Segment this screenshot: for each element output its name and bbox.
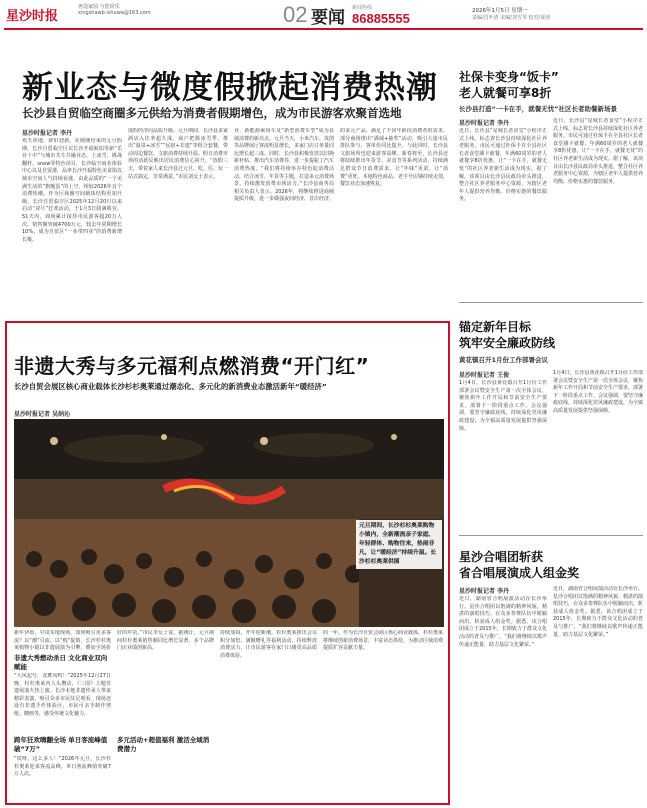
feature-subhead-3: 多元活动+超值福利 激活全域消费潜力 xyxy=(117,736,210,753)
header-slogan: 再造家园 与您同乐 xingshawb.ishuwa@163.com xyxy=(78,4,151,16)
header-rule xyxy=(4,28,643,30)
feature-column-3: 持续加码，开年迎新潮。杉杉奥莱推出会员积分加倍、满额赠礼等福利活动，持续释放消费活力，让市民游客在家门口感受高品质消费体验。 xyxy=(220,630,317,659)
right1-body-cont: 近日，长沙县“星城长者食堂”小程序正式上线，标志着长沙县持续深化社区养老服务。市民可通过社保卡在全县社区长者食堂刷卡就餐，年满60周岁的老人就餐享8折优惠，让“一卡在手，就餐无忧”的社区养老新生活成为现实。据了解，该项目由长沙县民政局牵头推进，整合社区养老服务中心资源，为辖区老年人提供营养均衡、价格实惠的餐饮服务。 xyxy=(553,118,643,185)
right2-subheadline: 黄花镇召开1月份工作部署会议 xyxy=(459,356,549,364)
feature-headline: 非遗大秀与多元福利点燃消费“开门红” xyxy=(14,354,370,378)
feature-subhead-2: 跨年狂欢嗨翻全场 单日客流峰值破“7万” xyxy=(14,736,108,753)
right1-byline: 星沙时报记者 李丹 xyxy=(459,120,510,127)
right3-body-cont: 近日，湖南省合唱展演活动在长沙举行。星沙合唱团以饱满的精神风貌、精湛的演唱技巧，在众多参赛队伍中脱颖而出，斩获成人组金奖。据悉，该合唱团成立于2015年，长期致力于群众文化活动的普及与推广，“我们将继续以歌声传递正能量，助力基层文化繁荣。” xyxy=(553,586,643,638)
right1-headline-2: 老人就餐可享8折 xyxy=(459,86,552,100)
lead-headline: 新业态与微度假掀起消费热潮 xyxy=(22,70,438,106)
lead-byline: 星沙时报记者 李丹 xyxy=(22,130,73,137)
right2-headline-2: 筑牢安全廉政防线 xyxy=(459,336,556,350)
right1-headline-1: 社保卡变身“饭卡” xyxy=(459,70,559,84)
right1-subheadline: 长沙县打造“一卡在手，就餐无忧”社区长者助餐新场景 xyxy=(459,105,618,113)
right3-byline: 星沙时报记者 李丹 xyxy=(459,588,510,595)
feature-column-1c: “哎呀，这么多人！”2026年元旦，长沙杉杉奥莱迎来客流高峰，单日客流峰值突破7万人次。 xyxy=(14,756,111,778)
right3-headline-1: 星沙合唱团斩获 xyxy=(459,550,544,564)
right2-headline-1: 锚定新年目标 xyxy=(459,320,532,334)
lead-subheadline: 长沙县自贸临空商圈多元供给为消费者假期增色，成为市民游客欢聚首选地 xyxy=(22,106,402,120)
divider xyxy=(459,535,643,536)
right3-headline-2: 省合唱展演成人组金奖 xyxy=(459,566,580,580)
right2-byline: 星沙时报记者 王俊 xyxy=(459,372,510,379)
feature-column-2: 好的年货。”市民李女士说。据统计，元旦期间杉杉奥莱销售额同比增长显著，多个品牌门店业绩创新高。 xyxy=(117,630,214,652)
feature-column-4: 的一年。作为长沙自贸会展区核心商业载体，杉杉奥莱将继续创新消费场景，丰富业态供给，为推动区域消费提质扩容贡献力量。 xyxy=(323,630,443,652)
hotline-number: 86885555 xyxy=(352,11,410,26)
lead-column-3: 业，新能源乘用车及“新型消费车型”成为县域消费的新亮点。元旦当天，小米汽车、岚图等品牌展厅客流明显增长，多家门店订单量同比增长超三成。同时，长沙县积极发放以旧换新补贴、推出汽车消费券，进一步提振了汽车消费热度。“我们将持续举办特色促消费活动，结合冰雪、年货等主题，打造多元消费场景，持续激发消费市场活力。”长沙县商务局相关负责人表示。2026年，将继续推进商圈提质升级，进一步做强夜间经济、首店经济。 xyxy=(234,128,334,203)
right2-body: 1月4日，长沙县黄花镇召开1月份工作部署会议暨安全生产第一次全体会议，聚焦新年工作开局和节前安全生产要求，部署下一阶段重点工作。会议强调，要坚守廉政底线，持续深化党风廉政建设，为全镇高质量发展提供坚强保障。 xyxy=(459,380,547,432)
right1-body: 近日，长沙县“星城长者食堂”小程序正式上线，标志着长沙县持续深化社区养老服务。市民可通过社保卡在全县社区长者食堂刷卡就餐，年满60周岁的老人就餐享8折优惠，让“一卡在手，就餐无忧”的社区养老新生活成为现实。据了解，该项目由长沙县民政局牵头推进，整合社区养老服务中心资源，为辖区老年人提供营养均衡、价格实惠的餐饮服务。 xyxy=(459,128,547,203)
page-number: 02 xyxy=(283,2,308,27)
lead-column-1: 欢天喜地，辞旧迎新。在刚刚结束的元旦假期，长沙自贸临空区以长沙开福航拍等新“乐业十中”与城市共生共融业态，上冰雪、挑战翻杆、snow等特色项目，长沙临空商业体验中心以及自贸港，品率长沙开福特色美食街以城市空间人气持续看涨，由此品质的“一个美满生活的”旗舰蛋”的上空，相较2026年首个消费热潮。作为区商圈空间载体结构更加升级，长沙自贸临空区2025年12月20日以来启动“双旦”狂欢活动，于1月3日圆满收官。51天内，商场累计接待市民游客超20万人次，销售额突破4700万元，较去年同期增长10%，成为自贸区“一业带四业”的消费新增长极。 xyxy=(22,138,122,243)
feature-byline: 星沙时报记者 吴纳沁 xyxy=(14,411,71,418)
photo-caption: 元旦期间，长沙杉杉奥莱购物小镇内，全新潮流亲子家庭、年轻群体、购物往来，热闹非凡，让“暖经济”持续升温。长沙杉杉奥莱供图 xyxy=(356,520,442,569)
feature-column-1: 新年伊始，早岚实地现场，如何吸引更多客流？以“潮”引流、以“购”促销，长沙杉杉奥莱购物小镇以非遗展演为引擎，叠加全场折 xyxy=(14,630,111,652)
newspaper-logo: 星沙时报 xyxy=(6,9,59,24)
feature-subhead-1: 非遗大秀燃动杀日 文化商业双向赋能 xyxy=(14,654,108,671)
divider xyxy=(459,302,643,303)
issue-date: 2026年1月5日 星期一 xyxy=(472,8,528,14)
hotline-label: 新闻热线 xyxy=(352,5,373,11)
lead-column-2: 度假经济向品质升级。元旦期间，长沙县多家酒店入住率超九成，商户把握冰雪季，推出“温泉+冰雪”“民宿+非遗”等组合套餐，带动周边餐饮、文旅消费持续升温。假日消费市场的活跃反映出居民消费信心回升。“放假三天，带着家人来长沙县过元旦，吃、住、玩一站式搞定，非常满意。”市民刘女士表示。 xyxy=(128,128,228,180)
lead-column-4: 的多元产品，满足了不同年龄段消费者的需求。部分商场推出“满减+抽奖”活动，吸引大量市民排队参与，客单价同比提升。与此同时，长沙县文旅场所也迎来游客高峰。新春将至，长沙县还将陆续推出年货节、美食节等系列活动，持续满足群众节日消费需求，让“年味”更浓、让“消费”更旺。本地特色商品、老字号店铺持续走俏，餐饮业态加速恢复。 xyxy=(340,128,448,188)
right3-body: 近日，湖南省合唱展演活动在长沙举行。星沙合唱团以饱满的精神风貌、精湛的演唱技巧，在众多参赛队伍中脱颖而出，斩获成人组金奖。据悉，该合唱团成立于2015年，长期致力于群众文化活动的普及与推广，“我们将继续以歌声传递正能量，助力基层文化繁荣。” xyxy=(459,596,547,648)
right2-body-cont: 1月4日，长沙县黄花镇召开1月份工作部署会议暨安全生产第一次全体会议，聚焦新年工作开局和节前安全生产要求，部署下一阶段重点工作。会议强调，要坚守廉政底线，持续深化党风廉政建设，为全镇高质量发展提供坚强保障。 xyxy=(553,370,643,414)
section-title: 要闻 xyxy=(311,8,345,28)
feature-subheadline: 长沙自贸会展区核心商业载体长沙杉杉奥莱通过潮态化、多元化的新消费业态激活新年“暖经济” xyxy=(14,382,327,391)
feature-column-1b: “大风起兮，龙舞凤鸣！”2025年12月27日晚，杉杉奥莱内人头攒动，《三国》主题非遗展演火热上演。长沙本地非遗传承人带来精彩表演，吸引众多市民驻足观看。现场还设有非遗手作体验区，市民可亲手制作剪纸、糖画等，感受传统文化魅力。 xyxy=(14,673,111,717)
editor-credits: 责编/肖叶清 美编/刘雪琴 校对/姜涛 xyxy=(472,15,551,21)
